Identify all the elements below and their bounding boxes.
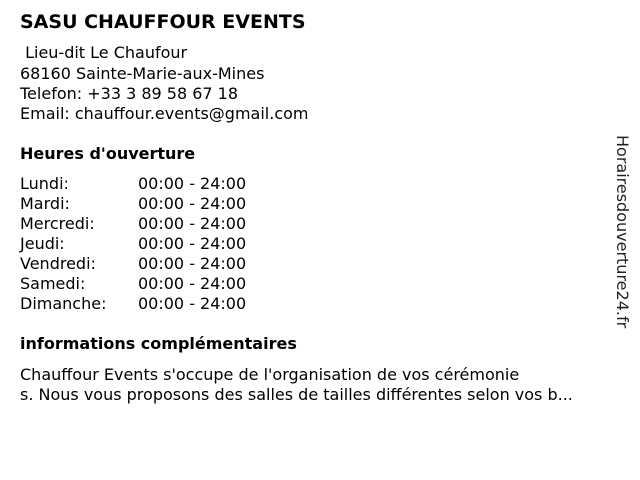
time-range: 00:00 - 24:00 xyxy=(138,214,247,233)
time-range: 00:00 - 24:00 xyxy=(138,234,247,253)
day-label: Dimanche: xyxy=(20,294,107,313)
address-city: 68160 Sainte-Marie-aux-Mines xyxy=(20,64,265,83)
day-label: Lundi: xyxy=(20,174,69,193)
day-label: Mercredi: xyxy=(20,214,95,233)
email-address: Email: chauffour.events@gmail.com xyxy=(20,104,309,123)
opening-hours-heading: Heures d'ouverture xyxy=(20,144,196,163)
day-label: Vendredi: xyxy=(20,254,96,273)
day-label: Mardi: xyxy=(20,194,70,213)
day-label: Samedi: xyxy=(20,274,86,293)
day-label: Jeudi: xyxy=(20,234,65,253)
time-range: 00:00 - 24:00 xyxy=(138,274,247,293)
phone-number: Telefon: +33 3 89 58 67 18 xyxy=(20,84,239,103)
time-range: 00:00 - 24:00 xyxy=(138,254,247,273)
time-range: 00:00 - 24:00 xyxy=(138,294,247,313)
business-name: SASU CHAUFFOUR EVENTS xyxy=(20,11,306,33)
time-range: 00:00 - 24:00 xyxy=(138,194,247,213)
additional-info-heading: informations complémentaires xyxy=(20,334,297,353)
address-street: Lieu-dit Le Chaufour xyxy=(20,43,188,62)
description-line: s. Nous vous proposons des salles de tailles différentes selon vos b... xyxy=(20,385,573,404)
additional-info-text xyxy=(20,365,628,405)
time-range: 00:00 - 24:00 xyxy=(138,174,247,193)
site-watermark: Horairesdouverture24.fr xyxy=(613,135,632,329)
description-line: Chauffour Events s'occupe de l'organisation de vos cérémonie xyxy=(20,365,520,384)
